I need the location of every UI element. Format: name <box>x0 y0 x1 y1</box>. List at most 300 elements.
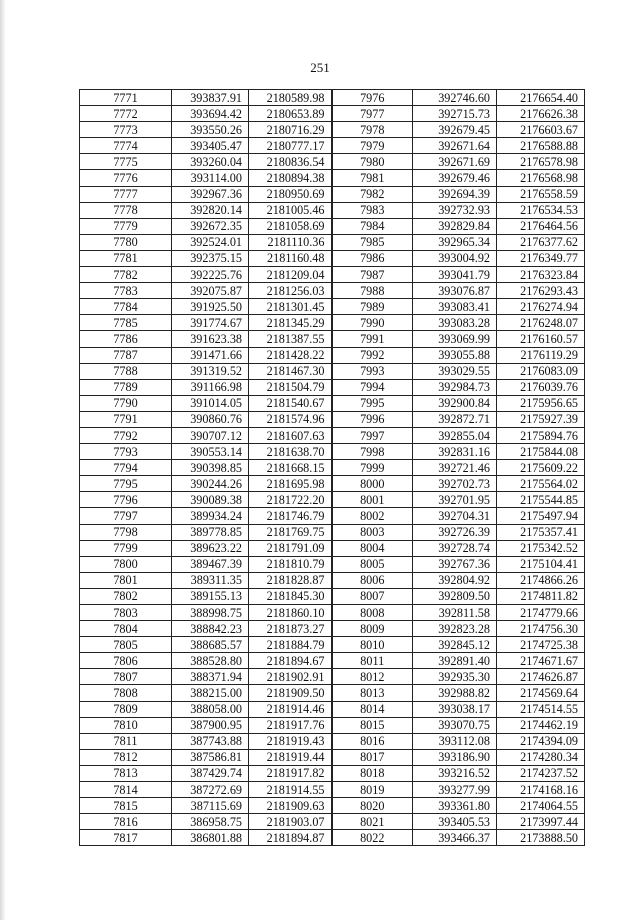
x-coordinate-cell: 391471.66 <box>172 347 249 363</box>
y-coordinate-cell: 2181110.36 <box>249 234 332 250</box>
y-coordinate-cell: 2175609.22 <box>497 460 585 476</box>
x-coordinate-cell: 392375.15 <box>172 250 249 266</box>
y-coordinate-cell: 2181845.30 <box>249 588 332 604</box>
point-id-cell: 7797 <box>80 508 172 524</box>
x-coordinate-cell: 392715.73 <box>413 106 497 122</box>
y-coordinate-cell: 2181005.46 <box>249 202 332 218</box>
table-row <box>80 122 585 138</box>
x-coordinate-cell: 390707.12 <box>172 427 249 443</box>
x-coordinate-cell: 387900.95 <box>172 717 249 733</box>
x-coordinate-cell: 392746.60 <box>413 90 497 106</box>
point-id-cell: 7787 <box>80 347 172 363</box>
point-id-cell: 7816 <box>80 814 172 830</box>
y-coordinate-cell: 2175564.02 <box>497 476 585 492</box>
point-id-cell: 7799 <box>80 540 172 556</box>
y-coordinate-cell: 2176534.53 <box>497 202 585 218</box>
x-coordinate-cell: 392831.16 <box>413 444 497 460</box>
y-coordinate-cell: 2176119.29 <box>497 347 585 363</box>
y-coordinate-cell: 2174756.30 <box>497 621 585 637</box>
y-coordinate-cell: 2181810.79 <box>249 556 332 572</box>
x-coordinate-cell: 393186.90 <box>413 749 497 765</box>
x-coordinate-cell: 392891.40 <box>413 653 497 669</box>
table-row <box>80 234 585 250</box>
point-id-cell: 7783 <box>80 283 172 299</box>
y-coordinate-cell: 2174280.34 <box>497 749 585 765</box>
point-id-cell: 7802 <box>80 588 172 604</box>
y-coordinate-cell: 2174394.09 <box>497 733 585 749</box>
point-id-cell: 8012 <box>332 669 413 685</box>
point-id-cell: 7798 <box>80 524 172 540</box>
point-id-cell: 8010 <box>332 637 413 653</box>
point-id-cell: 7980 <box>332 154 413 170</box>
y-coordinate-cell: 2181638.70 <box>249 444 332 460</box>
y-coordinate-cell: 2181504.79 <box>249 379 332 395</box>
y-coordinate-cell: 2176248.07 <box>497 315 585 331</box>
point-id-cell: 7803 <box>80 605 172 621</box>
x-coordinate-cell: 392767.36 <box>413 556 497 572</box>
point-id-cell: 7804 <box>80 621 172 637</box>
y-coordinate-cell: 2176568.98 <box>497 170 585 186</box>
x-coordinate-cell: 392820.14 <box>172 202 249 218</box>
y-coordinate-cell: 2174725.38 <box>497 637 585 653</box>
x-coordinate-cell: 392967.36 <box>172 186 249 202</box>
y-coordinate-cell: 2181884.79 <box>249 637 332 653</box>
y-coordinate-cell: 2180589.98 <box>249 90 332 106</box>
point-id-cell: 7772 <box>80 106 172 122</box>
table-row <box>80 685 585 701</box>
table-row <box>80 701 585 717</box>
y-coordinate-cell: 2181919.44 <box>249 749 332 765</box>
x-coordinate-cell: 391623.38 <box>172 331 249 347</box>
y-coordinate-cell: 2181695.98 <box>249 476 332 492</box>
y-coordinate-cell: 2174626.87 <box>497 669 585 685</box>
point-id-cell: 8013 <box>332 685 413 701</box>
y-coordinate-cell: 2175104.41 <box>497 556 585 572</box>
point-id-cell: 8015 <box>332 717 413 733</box>
y-coordinate-cell: 2174779.66 <box>497 605 585 621</box>
x-coordinate-cell: 390860.76 <box>172 411 249 427</box>
x-coordinate-cell: 392679.45 <box>413 122 497 138</box>
point-id-cell: 8018 <box>332 765 413 781</box>
x-coordinate-cell: 393466.37 <box>413 830 497 846</box>
x-coordinate-cell: 392225.76 <box>172 267 249 283</box>
point-id-cell: 7780 <box>80 234 172 250</box>
table-row <box>80 669 585 685</box>
table-row <box>80 653 585 669</box>
x-coordinate-cell: 392855.04 <box>413 427 497 443</box>
y-coordinate-cell: 2176274.94 <box>497 299 585 315</box>
point-id-cell: 7979 <box>332 138 413 154</box>
x-coordinate-cell: 393405.47 <box>172 138 249 154</box>
y-coordinate-cell: 2181722.20 <box>249 492 332 508</box>
point-id-cell: 8022 <box>332 830 413 846</box>
x-coordinate-cell: 387586.81 <box>172 749 249 765</box>
x-coordinate-cell: 391166.98 <box>172 379 249 395</box>
x-coordinate-cell: 393361.80 <box>413 798 497 814</box>
table-row <box>80 556 585 572</box>
table-row <box>80 444 585 460</box>
table-row <box>80 411 585 427</box>
point-id-cell: 8019 <box>332 782 413 798</box>
y-coordinate-cell: 2176578.98 <box>497 154 585 170</box>
y-coordinate-cell: 2181791.09 <box>249 540 332 556</box>
x-coordinate-cell: 390244.26 <box>172 476 249 492</box>
y-coordinate-cell: 2181387.55 <box>249 331 332 347</box>
point-id-cell: 7992 <box>332 347 413 363</box>
x-coordinate-cell: 393112.08 <box>413 733 497 749</box>
x-coordinate-cell: 392702.73 <box>413 476 497 492</box>
point-id-cell: 7991 <box>332 331 413 347</box>
y-coordinate-cell: 2175927.39 <box>497 411 585 427</box>
table-row <box>80 90 585 106</box>
point-id-cell: 7995 <box>332 395 413 411</box>
point-id-cell: 7976 <box>332 90 413 106</box>
y-coordinate-cell: 2174168.16 <box>497 782 585 798</box>
point-id-cell: 7795 <box>80 476 172 492</box>
point-id-cell: 7985 <box>332 234 413 250</box>
point-id-cell: 7788 <box>80 363 172 379</box>
table-row <box>80 170 585 186</box>
point-id-cell: 7983 <box>332 202 413 218</box>
table-row <box>80 395 585 411</box>
point-id-cell: 7779 <box>80 218 172 234</box>
point-id-cell: 7785 <box>80 315 172 331</box>
x-coordinate-cell: 393004.92 <box>413 250 497 266</box>
table-row <box>80 154 585 170</box>
y-coordinate-cell: 2176558.59 <box>497 186 585 202</box>
y-coordinate-cell: 2181209.04 <box>249 267 332 283</box>
x-coordinate-cell: 387272.69 <box>172 782 249 798</box>
x-coordinate-cell: 388998.75 <box>172 605 249 621</box>
y-coordinate-cell: 2180653.89 <box>249 106 332 122</box>
x-coordinate-cell: 386801.88 <box>172 830 249 846</box>
point-id-cell: 7817 <box>80 830 172 846</box>
point-id-cell: 7774 <box>80 138 172 154</box>
x-coordinate-cell: 392965.34 <box>413 234 497 250</box>
point-id-cell: 7815 <box>80 798 172 814</box>
y-coordinate-cell: 2181903.07 <box>249 814 332 830</box>
point-id-cell: 7809 <box>80 701 172 717</box>
x-coordinate-cell: 392804.92 <box>413 572 497 588</box>
x-coordinate-cell: 391925.50 <box>172 299 249 315</box>
y-coordinate-cell: 2176626.38 <box>497 106 585 122</box>
x-coordinate-cell: 393837.91 <box>172 90 249 106</box>
y-coordinate-cell: 2181894.67 <box>249 653 332 669</box>
y-coordinate-cell: 2181428.22 <box>249 347 332 363</box>
x-coordinate-cell: 390398.85 <box>172 460 249 476</box>
x-coordinate-cell: 392726.39 <box>413 524 497 540</box>
x-coordinate-cell: 388371.94 <box>172 669 249 685</box>
x-coordinate-cell: 390553.14 <box>172 444 249 460</box>
x-coordinate-cell: 393055.88 <box>413 347 497 363</box>
point-id-cell: 8005 <box>332 556 413 572</box>
y-coordinate-cell: 2181607.63 <box>249 427 332 443</box>
x-coordinate-cell: 393260.04 <box>172 154 249 170</box>
point-id-cell: 7776 <box>80 170 172 186</box>
x-coordinate-cell: 389623.22 <box>172 540 249 556</box>
point-id-cell: 7796 <box>80 492 172 508</box>
table-row <box>80 299 585 315</box>
point-id-cell: 7789 <box>80 379 172 395</box>
point-id-cell: 8016 <box>332 733 413 749</box>
point-id-cell: 7810 <box>80 717 172 733</box>
table-row <box>80 186 585 202</box>
point-id-cell: 8014 <box>332 701 413 717</box>
x-coordinate-cell: 386958.75 <box>172 814 249 830</box>
y-coordinate-cell: 2180716.29 <box>249 122 332 138</box>
point-id-cell: 7986 <box>332 250 413 266</box>
table-row <box>80 427 585 443</box>
x-coordinate-cell: 393041.79 <box>413 267 497 283</box>
table-row <box>80 508 585 524</box>
x-coordinate-cell: 387115.69 <box>172 798 249 814</box>
table-row <box>80 524 585 540</box>
table-row <box>80 749 585 765</box>
y-coordinate-cell: 2181894.87 <box>249 830 332 846</box>
x-coordinate-cell: 388685.57 <box>172 637 249 653</box>
table-row <box>80 331 585 347</box>
table-row <box>80 379 585 395</box>
point-id-cell: 7997 <box>332 427 413 443</box>
point-id-cell: 7982 <box>332 186 413 202</box>
y-coordinate-cell: 2181746.79 <box>249 508 332 524</box>
point-id-cell: 8000 <box>332 476 413 492</box>
point-id-cell: 7993 <box>332 363 413 379</box>
x-coordinate-cell: 393083.41 <box>413 299 497 315</box>
table-row <box>80 814 585 830</box>
scan-edge-shadow <box>0 0 6 920</box>
y-coordinate-cell: 2181914.46 <box>249 701 332 717</box>
x-coordinate-cell: 393070.75 <box>413 717 497 733</box>
table-row <box>80 637 585 653</box>
x-coordinate-cell: 388058.00 <box>172 701 249 717</box>
table-row <box>80 621 585 637</box>
table-row <box>80 202 585 218</box>
page-number: 251 <box>310 60 330 75</box>
point-id-cell: 8020 <box>332 798 413 814</box>
x-coordinate-cell: 392694.39 <box>413 186 497 202</box>
x-coordinate-cell: 392935.30 <box>413 669 497 685</box>
y-coordinate-cell: 2181902.91 <box>249 669 332 685</box>
table-row <box>80 106 585 122</box>
point-id-cell: 7998 <box>332 444 413 460</box>
coordinates-table <box>79 89 585 846</box>
point-id-cell: 7791 <box>80 411 172 427</box>
table-row <box>80 733 585 749</box>
x-coordinate-cell: 392988.82 <box>413 685 497 701</box>
x-coordinate-cell: 391014.05 <box>172 395 249 411</box>
point-id-cell: 7794 <box>80 460 172 476</box>
y-coordinate-cell: 2181574.96 <box>249 411 332 427</box>
x-coordinate-cell: 393405.53 <box>413 814 497 830</box>
x-coordinate-cell: 392984.73 <box>413 379 497 395</box>
y-coordinate-cell: 2181917.76 <box>249 717 332 733</box>
y-coordinate-cell: 2174569.64 <box>497 685 585 701</box>
table-row <box>80 830 585 846</box>
point-id-cell: 7792 <box>80 427 172 443</box>
y-coordinate-cell: 2181873.27 <box>249 621 332 637</box>
point-id-cell: 7988 <box>332 283 413 299</box>
y-coordinate-cell: 2176349.77 <box>497 250 585 266</box>
x-coordinate-cell: 393550.26 <box>172 122 249 138</box>
x-coordinate-cell: 392728.74 <box>413 540 497 556</box>
point-id-cell: 7771 <box>80 90 172 106</box>
y-coordinate-cell: 2176293.43 <box>497 283 585 299</box>
x-coordinate-cell: 393694.42 <box>172 106 249 122</box>
x-coordinate-cell: 392671.64 <box>413 138 497 154</box>
x-coordinate-cell: 393277.99 <box>413 782 497 798</box>
y-coordinate-cell: 2173888.50 <box>497 830 585 846</box>
point-id-cell: 7999 <box>332 460 413 476</box>
y-coordinate-cell: 2181919.43 <box>249 733 332 749</box>
table-row <box>80 798 585 814</box>
y-coordinate-cell: 2181301.45 <box>249 299 332 315</box>
x-coordinate-cell: 393038.17 <box>413 701 497 717</box>
table-row <box>80 138 585 154</box>
y-coordinate-cell: 2175894.76 <box>497 427 585 443</box>
y-coordinate-cell: 2176603.67 <box>497 122 585 138</box>
x-coordinate-cell: 387429.74 <box>172 765 249 781</box>
point-id-cell: 7990 <box>332 315 413 331</box>
x-coordinate-cell: 393069.99 <box>413 331 497 347</box>
point-id-cell: 7813 <box>80 765 172 781</box>
coordinates-table-body <box>80 90 585 846</box>
y-coordinate-cell: 2175956.65 <box>497 395 585 411</box>
x-coordinate-cell: 392524.01 <box>172 234 249 250</box>
y-coordinate-cell: 2174866.26 <box>497 572 585 588</box>
y-coordinate-cell: 2181256.03 <box>249 283 332 299</box>
point-id-cell: 7784 <box>80 299 172 315</box>
y-coordinate-cell: 2174514.55 <box>497 701 585 717</box>
y-coordinate-cell: 2181909.50 <box>249 685 332 701</box>
point-id-cell: 7790 <box>80 395 172 411</box>
point-id-cell: 8017 <box>332 749 413 765</box>
point-id-cell: 7996 <box>332 411 413 427</box>
x-coordinate-cell: 393083.28 <box>413 315 497 331</box>
point-id-cell: 7994 <box>332 379 413 395</box>
point-id-cell: 8001 <box>332 492 413 508</box>
table-row <box>80 588 585 604</box>
y-coordinate-cell: 2176039.76 <box>497 379 585 395</box>
x-coordinate-cell: 388528.80 <box>172 653 249 669</box>
y-coordinate-cell: 2176377.62 <box>497 234 585 250</box>
x-coordinate-cell: 392845.12 <box>413 637 497 653</box>
x-coordinate-cell: 392823.28 <box>413 621 497 637</box>
table-row <box>80 492 585 508</box>
y-coordinate-cell: 2175357.41 <box>497 524 585 540</box>
y-coordinate-cell: 2181345.29 <box>249 315 332 331</box>
point-id-cell: 8008 <box>332 605 413 621</box>
point-id-cell: 7775 <box>80 154 172 170</box>
x-coordinate-cell: 387743.88 <box>172 733 249 749</box>
y-coordinate-cell: 2176654.40 <box>497 90 585 106</box>
y-coordinate-cell: 2175497.94 <box>497 508 585 524</box>
y-coordinate-cell: 2181160.48 <box>249 250 332 266</box>
y-coordinate-cell: 2176464.56 <box>497 218 585 234</box>
y-coordinate-cell: 2181668.15 <box>249 460 332 476</box>
y-coordinate-cell: 2180777.17 <box>249 138 332 154</box>
y-coordinate-cell: 2181058.69 <box>249 218 332 234</box>
point-id-cell: 7800 <box>80 556 172 572</box>
table-row <box>80 540 585 556</box>
point-id-cell: 8002 <box>332 508 413 524</box>
y-coordinate-cell: 2175844.08 <box>497 444 585 460</box>
y-coordinate-cell: 2181909.63 <box>249 798 332 814</box>
x-coordinate-cell: 392701.95 <box>413 492 497 508</box>
y-coordinate-cell: 2174462.19 <box>497 717 585 733</box>
y-coordinate-cell: 2180836.54 <box>249 154 332 170</box>
x-coordinate-cell: 389778.85 <box>172 524 249 540</box>
table-row <box>80 765 585 781</box>
point-id-cell: 7806 <box>80 653 172 669</box>
x-coordinate-cell: 390089.38 <box>172 492 249 508</box>
y-coordinate-cell: 2175544.85 <box>497 492 585 508</box>
table-row <box>80 218 585 234</box>
y-coordinate-cell: 2181467.30 <box>249 363 332 379</box>
point-id-cell: 8007 <box>332 588 413 604</box>
x-coordinate-cell: 392679.46 <box>413 170 497 186</box>
point-id-cell: 7808 <box>80 685 172 701</box>
x-coordinate-cell: 392075.87 <box>172 283 249 299</box>
x-coordinate-cell: 392872.71 <box>413 411 497 427</box>
point-id-cell: 7981 <box>332 170 413 186</box>
table-row <box>80 782 585 798</box>
y-coordinate-cell: 2176083.09 <box>497 363 585 379</box>
point-id-cell: 7777 <box>80 186 172 202</box>
y-coordinate-cell: 2174237.52 <box>497 765 585 781</box>
point-id-cell: 7807 <box>80 669 172 685</box>
point-id-cell: 7778 <box>80 202 172 218</box>
x-coordinate-cell: 388215.00 <box>172 685 249 701</box>
y-coordinate-cell: 2176323.84 <box>497 267 585 283</box>
y-coordinate-cell: 2181828.87 <box>249 572 332 588</box>
table-row <box>80 460 585 476</box>
point-id-cell: 7989 <box>332 299 413 315</box>
y-coordinate-cell: 2181540.67 <box>249 395 332 411</box>
y-coordinate-cell: 2181917.82 <box>249 765 332 781</box>
x-coordinate-cell: 389311.35 <box>172 572 249 588</box>
x-coordinate-cell: 389934.24 <box>172 508 249 524</box>
x-coordinate-cell: 393029.55 <box>413 363 497 379</box>
point-id-cell: 8004 <box>332 540 413 556</box>
point-id-cell: 8011 <box>332 653 413 669</box>
point-id-cell: 8006 <box>332 572 413 588</box>
y-coordinate-cell: 2174064.55 <box>497 798 585 814</box>
point-id-cell: 7978 <box>332 122 413 138</box>
y-coordinate-cell: 2181769.75 <box>249 524 332 540</box>
x-coordinate-cell: 392671.69 <box>413 154 497 170</box>
x-coordinate-cell: 391319.52 <box>172 363 249 379</box>
x-coordinate-cell: 392732.93 <box>413 202 497 218</box>
table-row <box>80 267 585 283</box>
point-id-cell: 7782 <box>80 267 172 283</box>
x-coordinate-cell: 391774.67 <box>172 315 249 331</box>
y-coordinate-cell: 2180894.38 <box>249 170 332 186</box>
table-row <box>80 250 585 266</box>
table-row <box>80 347 585 363</box>
table-row <box>80 605 585 621</box>
y-coordinate-cell: 2181914.55 <box>249 782 332 798</box>
y-coordinate-cell: 2176160.57 <box>497 331 585 347</box>
table-row <box>80 363 585 379</box>
point-id-cell: 7814 <box>80 782 172 798</box>
x-coordinate-cell: 393076.87 <box>413 283 497 299</box>
point-id-cell: 7811 <box>80 733 172 749</box>
point-id-cell: 7977 <box>332 106 413 122</box>
point-id-cell: 8003 <box>332 524 413 540</box>
x-coordinate-cell: 392829.84 <box>413 218 497 234</box>
y-coordinate-cell: 2175342.52 <box>497 540 585 556</box>
